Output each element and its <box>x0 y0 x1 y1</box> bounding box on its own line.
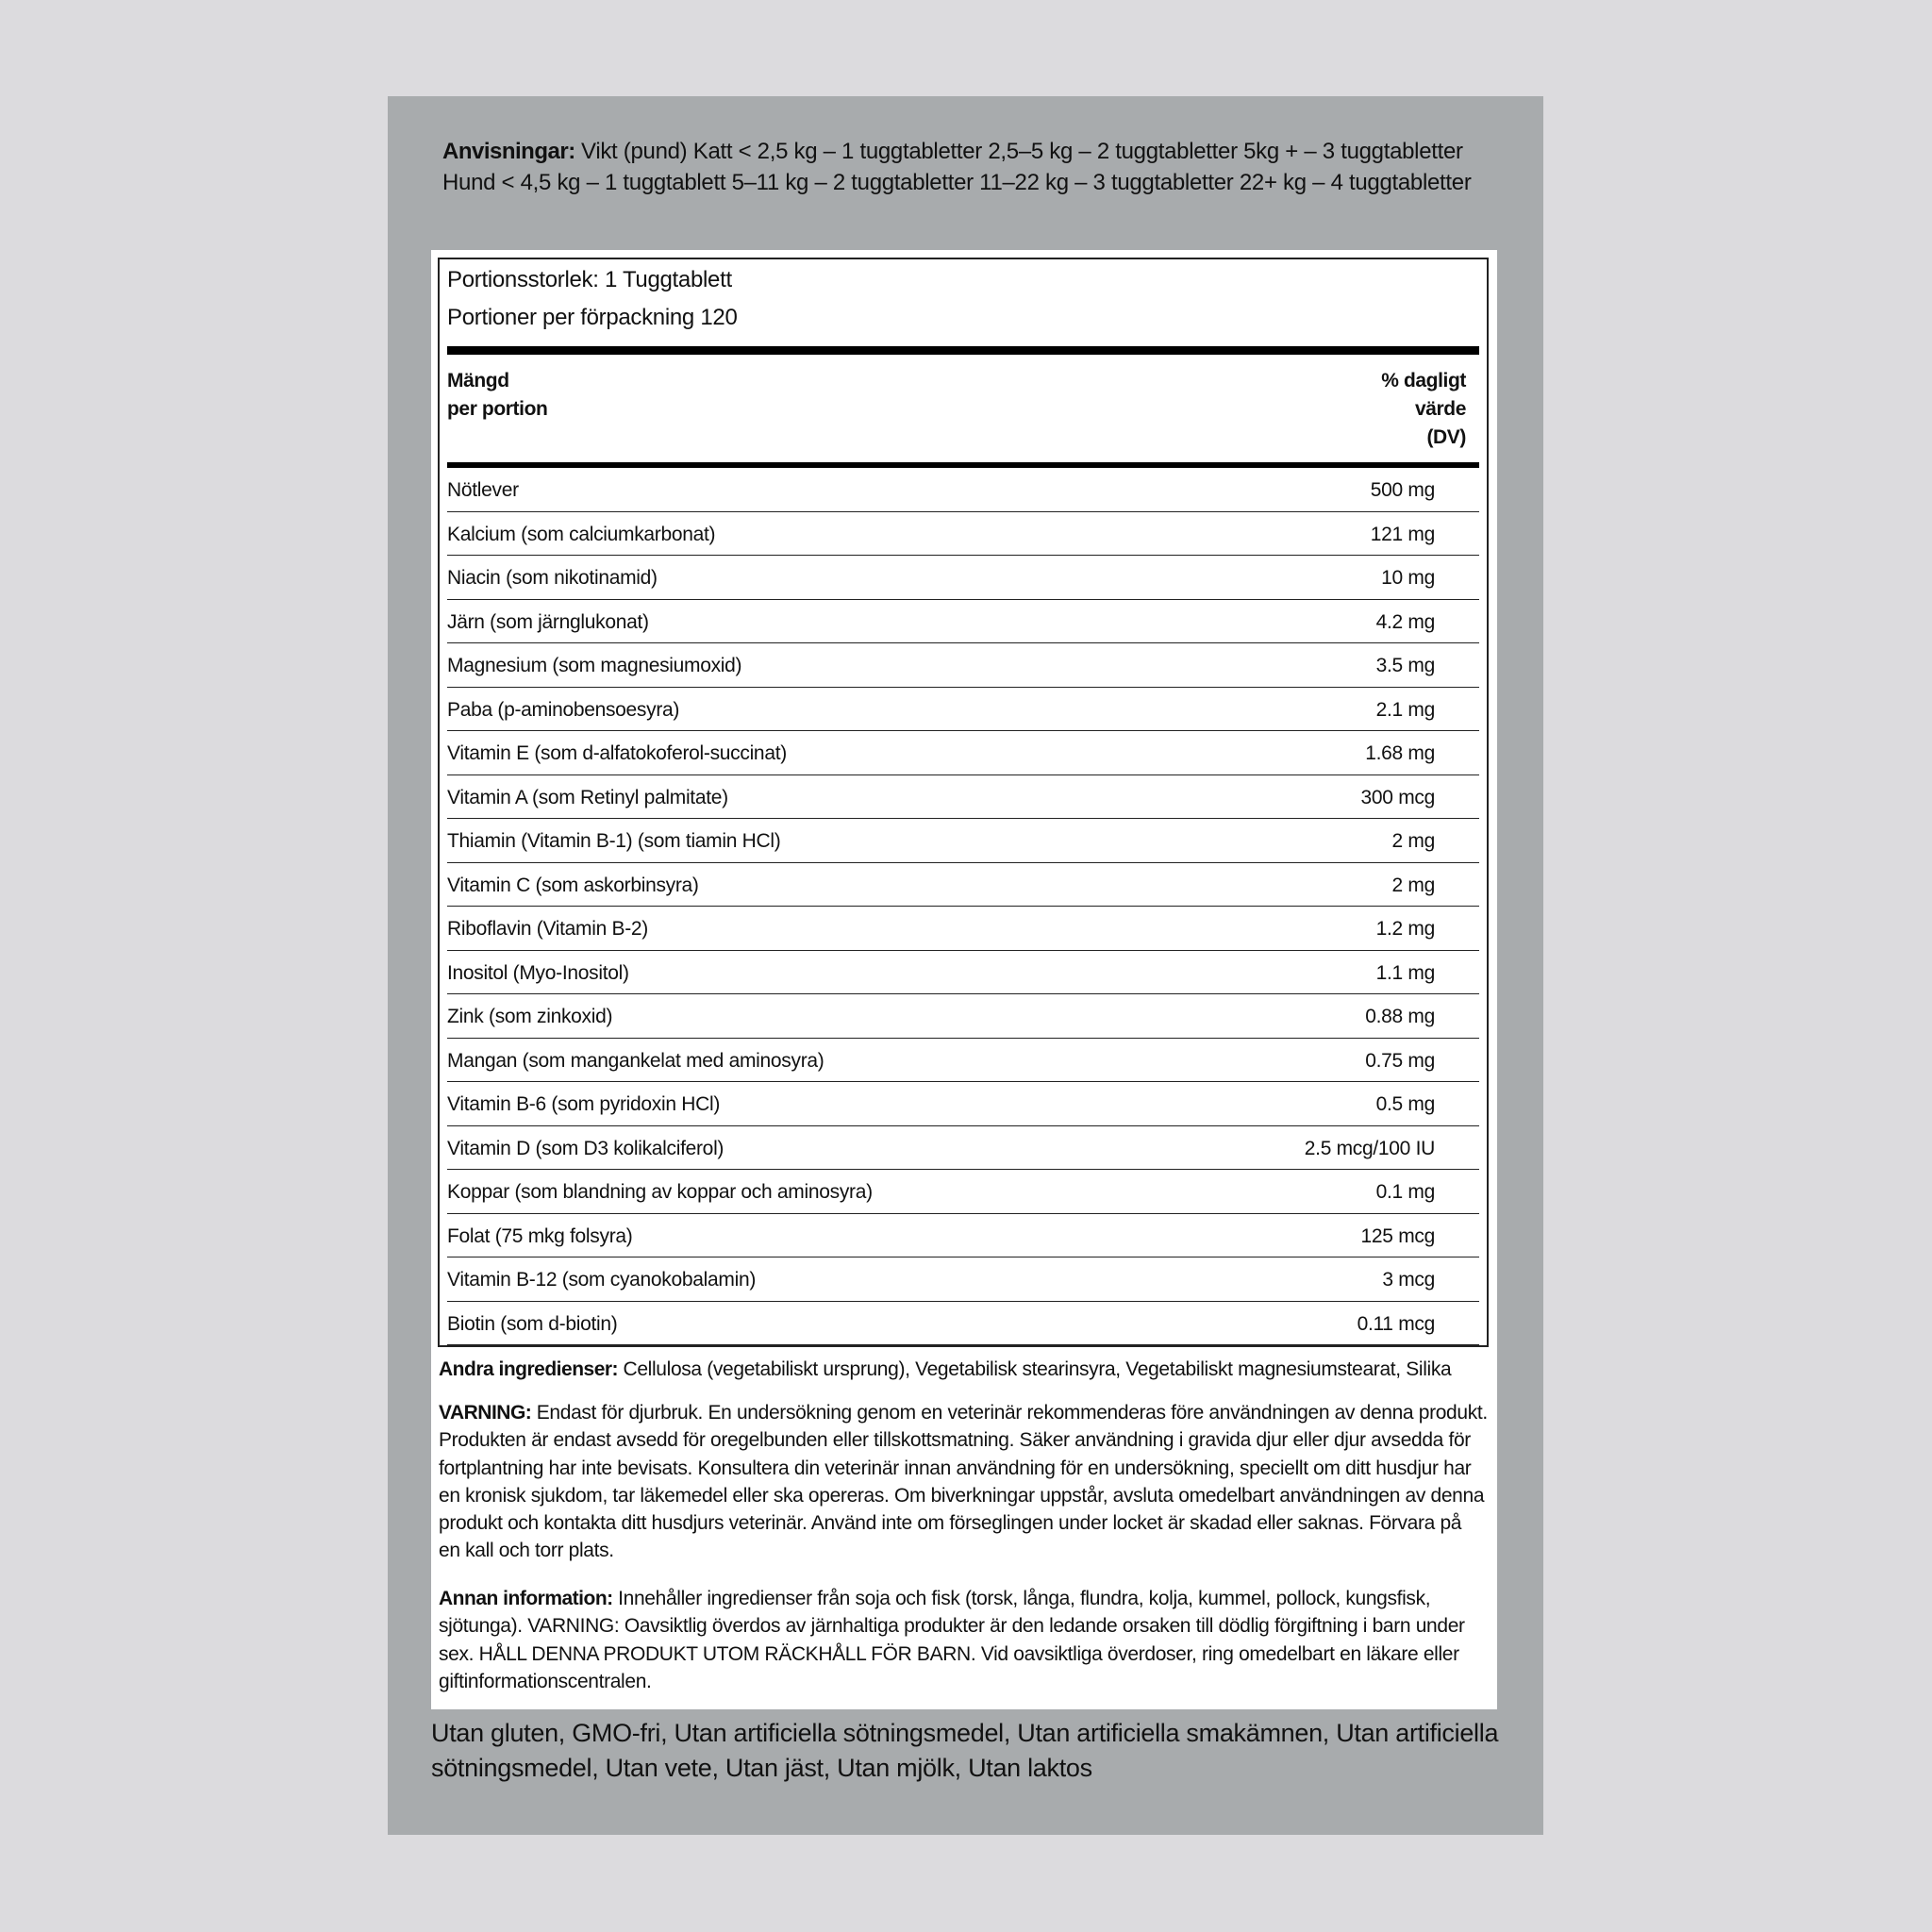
nutrient-amount: 2 mg <box>1391 830 1435 852</box>
amount-per-serving-header <box>447 367 547 424</box>
table-row <box>447 468 1479 512</box>
nutrient-amount: 0.5 mg <box>1375 1093 1435 1115</box>
table-row <box>447 512 1479 557</box>
table-row <box>447 1214 1479 1258</box>
nutrient-name: Mangan (som mangankelat med aminosyra) <box>447 1049 824 1072</box>
header-right-line2: värde <box>1414 398 1466 420</box>
nutrient-amount: 0.75 mg <box>1365 1049 1435 1072</box>
nutrient-name: Thiamin (Vitamin B-1) (som tiamin HCl) <box>447 830 781 852</box>
nutrient-amount: 10 mg <box>1381 567 1435 589</box>
supplement-facts-box <box>431 250 1497 1709</box>
nutrient-name: Vitamin A (som Retinyl palmitate) <box>447 786 728 808</box>
nutrient-amount: 0.88 mg <box>1365 1006 1435 1027</box>
directions-label: Anvisningar: <box>442 139 575 164</box>
table-row <box>447 863 1479 908</box>
nutrient-name: Nötlever <box>447 479 519 501</box>
nutrient-amount: 2.5 mcg/100 IU <box>1304 1137 1435 1159</box>
nutrient-name: Folat (75 mkg folsyra) <box>447 1224 633 1247</box>
table-row <box>447 1257 1479 1302</box>
table-row <box>447 731 1479 775</box>
directions-body: Vikt (pund) Katt < 2,5 kg – 1 tuggtabletter 2,5–5 kg – 2 tuggtabletter 5kg + – 3 tuggtabletter Hund < 4,5 kg – 1 tuggtablett 5–11 kg – 2 tuggtabletter 11–22 kg – 3 tuggtabletter 22+ kg – 4 tuggtabletter <box>442 139 1472 195</box>
table-row <box>447 1082 1479 1126</box>
table-row <box>447 1302 1479 1346</box>
nutrient-name: Vitamin C (som askorbinsyra) <box>447 874 699 896</box>
supplement-facts-table <box>438 258 1489 1347</box>
other-information-label: Annan information: <box>439 1588 613 1609</box>
nutrient-name: Vitamin B-6 (som pyridoxin HCl) <box>447 1093 721 1115</box>
warning-section <box>439 1399 1488 1565</box>
table-row <box>447 688 1479 732</box>
nutrient-name: Biotin (som d-biotin) <box>447 1312 618 1335</box>
nutrient-amount: 125 mcg <box>1360 1224 1435 1247</box>
nutrient-name: Inositol (Myo-Inositol) <box>447 961 629 984</box>
directions-text <box>442 136 1499 198</box>
nutrient-rows <box>447 468 1479 1345</box>
daily-value-header <box>1334 367 1466 452</box>
nutrient-amount: 0.1 mg <box>1375 1181 1435 1203</box>
table-row <box>447 1126 1479 1171</box>
nutrient-amount: 500 mg <box>1370 479 1435 501</box>
header-left-line2: per portion <box>447 398 548 420</box>
nutrient-name: Vitamin E (som d-alfatokoferol-succinat) <box>447 742 787 764</box>
nutrient-amount: 0.11 mcg <box>1357 1312 1435 1335</box>
nutrient-amount: 4.2 mg <box>1375 610 1435 633</box>
nutrient-amount: 1.68 mg <box>1365 742 1435 764</box>
nutrient-name: Zink (som zinkoxid) <box>447 1006 613 1027</box>
nutrient-name: Paba (p-aminobensoesyra) <box>447 698 680 721</box>
nutrient-amount: 3.5 mg <box>1375 655 1435 676</box>
servings-per-container: Portioner per förpackning 120 <box>447 305 738 330</box>
nutrient-name: Magnesium (som magnesiumoxid) <box>447 655 742 676</box>
table-row <box>447 1039 1479 1083</box>
nutrient-name: Vitamin D (som D3 kolikalciferol) <box>447 1137 724 1159</box>
nutrient-amount: 1.1 mg <box>1375 961 1435 984</box>
table-row <box>447 643 1479 688</box>
other-information <box>439 1585 1488 1695</box>
table-row <box>447 951 1479 995</box>
table-row <box>447 907 1479 951</box>
nutrient-name: Kalcium (som calciumkarbonat) <box>447 523 716 545</box>
header-right-line1: % dagligt <box>1381 370 1466 391</box>
nutrient-amount: 3 mcg <box>1382 1269 1435 1291</box>
nutrient-name: Vitamin B-12 (som cyanokobalamin) <box>447 1269 757 1291</box>
table-row <box>447 556 1479 600</box>
nutrient-amount: 2 mg <box>1391 874 1435 896</box>
other-ingredients <box>439 1356 1488 1383</box>
nutrient-amount: 300 mcg <box>1360 786 1435 808</box>
serving-size: Portionsstorlek: 1 Tuggtablett <box>447 267 732 292</box>
nutrient-name: Riboflavin (Vitamin B-2) <box>447 918 648 940</box>
table-row <box>447 775 1479 820</box>
table-row <box>447 1170 1479 1214</box>
table-row <box>447 994 1479 1039</box>
thick-divider <box>447 346 1479 355</box>
other-ingredients-label: Andra ingredienser: <box>439 1358 619 1380</box>
nutrient-name: Järn (som järnglukonat) <box>447 610 649 633</box>
other-information-text: Innehåller ingredienser från soja och fisk (torsk, långa, flundra, kolja, kummel, pollock, kungsfisk, sjötunga). VARNING: Oavsiktlig överdos av järnhaltiga produkter är den ledande orsaken till dödlig förgiftning i barn under sex. HÅLL DENNA PRODUKT UTOM RÄCKHÅLL FÖR BARN. Vid oavsiktliga överdoser, ring omedelbart en läkare eller giftinformationscentralen. <box>439 1588 1465 1692</box>
nutrient-amount: 121 mg <box>1370 523 1435 545</box>
header-right-line3: (DV) <box>1426 426 1466 448</box>
warning-text: Endast för djurbruk. En undersökning genom en veterinär rekommenderas före användningen av denna produkt. Produkten är endast avsedd för oregelbunden eller tillskottsmatning. Säker användning i gravida djur eller djur avsedda för fortplantning har inte bevisats. Konsultera din veterinär innan användning för en undersökning, speciellt om ditt husdjur har en kronisk sjukdom, tar läkemedel eller ska opereras. Om biverkningar uppstår, avsluta omedelbart användningen av denna produkt och kontakta ditt husdjurs veterinär. Använd inte om förseglingen under locket är skadad eller saknas. Förvara på en kall och torr plats. <box>439 1402 1488 1562</box>
other-ingredients-text: Cellulosa (vegetabiliskt ursprung), Vegetabilisk stearinsyra, Vegetabiliskt magnesiumstearat, Silika <box>618 1358 1452 1380</box>
header-left-line1: Mängd <box>447 370 509 391</box>
label-panel <box>388 96 1543 1835</box>
nutrient-amount: 2.1 mg <box>1375 698 1435 721</box>
nutrient-amount: 1.2 mg <box>1375 918 1435 940</box>
nutrient-name: Niacin (som nikotinamid) <box>447 567 658 589</box>
table-row <box>447 600 1479 644</box>
warning-label: VARNING: <box>439 1402 532 1424</box>
nutrient-name: Koppar (som blandning av koppar och aminosyra) <box>447 1181 873 1203</box>
table-row <box>447 819 1479 863</box>
free-from-claims: Utan gluten, GMO-fri, Utan artificiella sötningsmedel, Utan artificiella smakämnen, Utan artificiella sötningsmedel, Utan vete, Utan jäst, Utan mjölk, Utan laktos <box>431 1719 1499 1782</box>
